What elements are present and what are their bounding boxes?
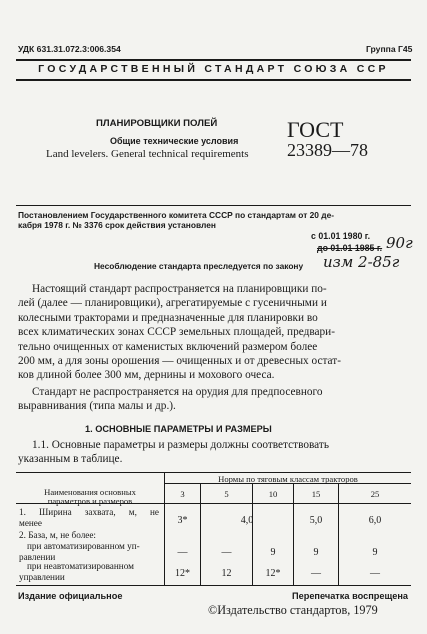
validity-to: до 01.01 1985 г.: [317, 243, 383, 253]
header-rule-bottom: [16, 79, 411, 81]
class-header: 5: [224, 489, 229, 499]
label-line: 2. База, м, не более:: [19, 530, 96, 540]
text-line: Стандарт не распространяется на орудия для предпосевного: [32, 386, 323, 398]
gost-label: ГОСТ: [287, 117, 344, 142]
text-line: 1.1. Основные параметры и размеры должны соответствовать: [32, 439, 329, 451]
liability-note: Несоблюдение стандарта преследуется по закону: [94, 261, 304, 271]
group-code: Группа Г45: [366, 44, 413, 54]
table-cell: 12: [221, 568, 232, 579]
text-line: Настоящий стандарт распространяется на планировщики по-: [32, 283, 327, 295]
text-line: 200 мм, а для зоны орошения — очищенных и от древесных остат-: [18, 355, 341, 368]
label-line: при автоматизированном уп-: [27, 541, 140, 551]
text-line: тельно очищенных от каменистых включений размером более: [18, 340, 318, 353]
label-line: равлении: [19, 552, 56, 562]
table-cell: 6,0: [368, 515, 382, 526]
table-cell: 12*: [175, 568, 190, 579]
text-line: всех климатических зонах СССР земельных площадей, предвари-: [18, 326, 335, 339]
table-cell: 9: [313, 547, 319, 558]
label-line: при неавтоматизированном: [27, 561, 134, 571]
table-rule-top: [16, 472, 411, 473]
copyright: ©Издательство стандартов, 1979: [208, 603, 378, 617]
table-cell: 9: [270, 547, 276, 558]
text-line: колесными тракторами и предназначенные для планировки во: [18, 311, 318, 324]
decree-line-1: Постановлением Государственного комитета СССР по стандартам от 20 де-: [18, 210, 335, 220]
header-line: Наименования основных: [44, 487, 136, 497]
text-line: ков длиной более 300 мм, дернины и мохового очеса.: [18, 369, 275, 382]
table-cell: —: [221, 547, 232, 558]
class-header: 25: [370, 489, 380, 499]
doc-english-title: Land levelers. General technical requirements: [46, 148, 249, 160]
doc-title: ПЛАНИРОВЩИКИ ПОЛЕЙ: [96, 118, 218, 129]
label-line: 1. Ширина захвата, м, не: [19, 507, 159, 517]
table-rule-bottom: [16, 585, 411, 586]
table-cell: 5,0: [309, 515, 323, 526]
table-cell: —: [311, 568, 321, 579]
table-cell: 12*: [265, 568, 281, 579]
text-line: выравнивания (типа малы и др.).: [18, 400, 176, 413]
text-line: лей (далее — планировщики), агрегатируемые с гусеничными и: [18, 297, 327, 310]
column-header: [16, 488, 164, 506]
table-cell: 3*: [177, 515, 188, 526]
group-header: Нормы по тяговым классам тракторов: [218, 474, 358, 484]
class-header: 3: [180, 489, 185, 499]
doc-subtitle: Общие технические условия: [110, 136, 239, 146]
section-paragraph: [18, 438, 410, 467]
table-cell: 4,0: [240, 515, 254, 526]
official-edition: Издание официальное: [18, 591, 123, 601]
gost-number: 23389—78: [287, 140, 368, 160]
section-heading: 1. ОСНОВНЫЕ ПАРАМЕТРЫ И РАЗМЕРЫ: [85, 424, 272, 434]
label-line: менее: [19, 518, 42, 528]
table-cell: —: [370, 568, 380, 579]
label-line: управлении: [19, 572, 65, 582]
class-header: 10: [268, 489, 278, 499]
table-cell: 9: [372, 547, 378, 558]
handwritten-amendment: изм 2-85г: [323, 253, 400, 271]
validity-from: с 01.01 1980 г.: [311, 231, 371, 241]
text-line: указанным в таблице.: [18, 453, 123, 466]
decree-rule: [16, 205, 411, 206]
state-standard-title: ГОСУДАРСТВЕННЫЙ СТАНДАРТ СОЮЗА ССР: [38, 63, 389, 75]
handwritten-new-date: 90г: [386, 234, 413, 252]
decree-line-2: кабря 1978 г. № 3376 срок действия установлен: [18, 220, 216, 230]
row-label: [19, 530, 159, 563]
intro-paragraph-2: [18, 385, 410, 414]
header-line: параметров и размеров: [47, 496, 133, 506]
row-label: [19, 507, 159, 529]
table-cell: —: [177, 547, 188, 558]
intro-paragraph-1: [18, 282, 410, 383]
udk-code: УДК 631.31.072.3:006.354: [18, 44, 121, 54]
reprint-notice: Перепечатка воспрещена: [292, 591, 408, 601]
row-label: [19, 561, 159, 583]
class-header: 15: [311, 489, 321, 499]
header-rule-top: [16, 59, 411, 61]
